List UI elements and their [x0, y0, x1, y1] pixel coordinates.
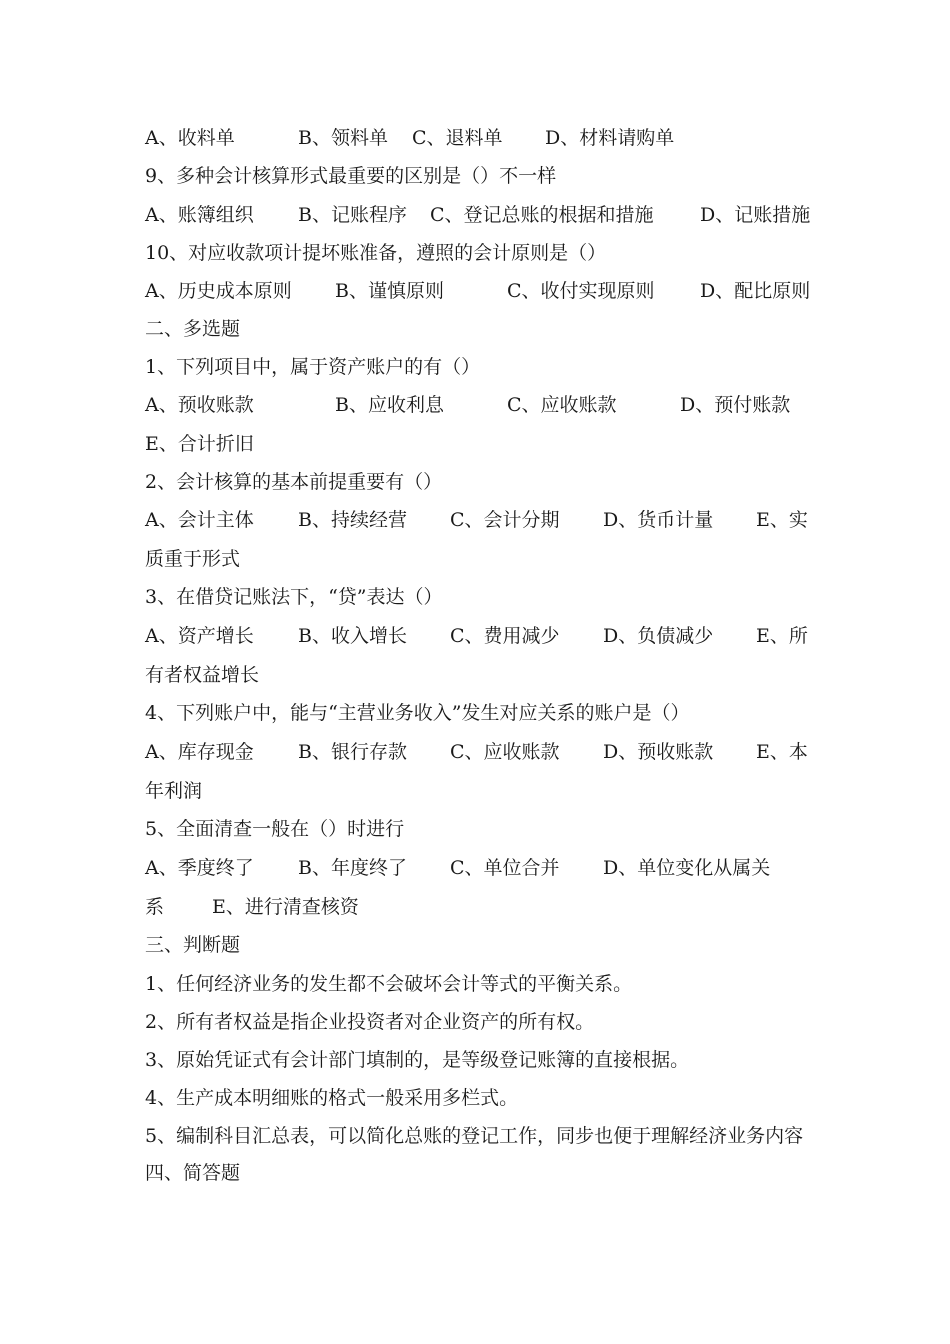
section4-title: 四、简答题: [145, 1162, 241, 1184]
q9-question: 9、多种会计核算形式最重要的区别是（）不一样: [145, 165, 557, 187]
s2-q4-option-a: A、库存现金: [145, 741, 254, 763]
q8-option-c: C、退料单: [412, 127, 503, 149]
s3-item: 4、生产成本明细账的格式一般采用多栏式。: [145, 1087, 519, 1109]
s3-item: 1、任何经济业务的发生都不会破坏会计等式的平衡关系。: [145, 973, 633, 995]
q10-question: 10、对应收款项计提坏账准备，遵照的会计原则是（）: [145, 242, 607, 264]
s2-q4-option-e: E、本: [756, 741, 808, 763]
s2-q5-option-a: A、季度终了: [145, 857, 254, 879]
s2-q1-option-a: A、预收账款: [145, 394, 254, 416]
s2-q1-option-c: C、应收账款: [507, 394, 617, 416]
q10-option-a: A、历史成本原则: [145, 280, 292, 302]
q10-option-c: C、收付实现原则: [507, 280, 655, 302]
q9-option-b: B、记账程序: [298, 204, 407, 226]
s2-q2-option-b: B、持续经营: [298, 509, 407, 531]
s2-q5-option-c: C、单位合并: [450, 857, 560, 879]
s2-q2-option-d: D、货币计量: [603, 509, 714, 531]
section3-title: 三、判断题: [145, 934, 241, 956]
s2-q4-option-b: B、银行存款: [298, 741, 407, 763]
q9-option-d: D、记账措施: [700, 204, 811, 226]
q8-option-d: D、材料请购单: [545, 127, 675, 149]
s2-q2-option-a: A、会计主体: [145, 509, 254, 531]
s2-q4-question: 4、下列账户中，能与“主营业务收入”发生对应关系的账户是（）: [145, 702, 690, 724]
s2-q5-option-d: D、单位变化从属关: [603, 857, 771, 879]
s2-q4-option-d: D、预收账款: [603, 741, 714, 763]
q10-option-b: B、谨慎原则: [335, 280, 444, 302]
q10-option-d: D、配比原则: [700, 280, 811, 302]
s2-q3-option-e: E、所: [756, 625, 808, 647]
s2-q1-option-e: E、合计折旧: [145, 433, 254, 455]
s2-q1-option-b: B、应收利息: [335, 394, 444, 416]
section2-title: 二、多选题: [145, 318, 241, 340]
s2-q3-option-d: D、负债减少: [603, 625, 714, 647]
s2-q3-option-a: A、资产增长: [145, 625, 254, 647]
s2-q2-question: 2、会计核算的基本前提重要有（）: [145, 471, 443, 493]
s3-item: 5、编制科目汇总表，可以简化总账的登记工作，同步也便于理解经济业务内容: [145, 1125, 804, 1147]
s2-q1-option-d: D、预付账款: [680, 394, 791, 416]
q9-option-a: A、账簿组织: [145, 204, 254, 226]
s2-q5-option-e: E、进行清查核资: [212, 896, 359, 918]
s2-q3-option-b: B、收入增长: [298, 625, 407, 647]
s2-q4-option-e-cont: 年利润: [145, 780, 203, 802]
s2-q2-option-e-cont: 质重于形式: [145, 548, 241, 570]
s2-q1-question: 1、下列项目中，属于资产账户的有（）: [145, 356, 481, 378]
s2-q2-option-e: E、实: [756, 509, 808, 531]
q9-option-c: C、登记总账的根据和措施: [430, 204, 654, 226]
s2-q3-option-c: C、费用减少: [450, 625, 560, 647]
s2-q2-option-c: C、会计分期: [450, 509, 560, 531]
s3-item: 3、原始凭证式有会计部门填制的，是等级登记账簿的直接根据。: [145, 1049, 690, 1071]
s2-q4-option-c: C、应收账款: [450, 741, 560, 763]
q8-option-a: A、收料单: [145, 127, 235, 149]
s2-q5-option-b: B、年度终了: [298, 857, 407, 879]
s2-q3-option-e-cont: 有者权益增长: [145, 664, 260, 686]
q8-option-b: B、领料单: [298, 127, 388, 149]
s2-q5-question: 5、全面清查一般在（）时进行: [145, 818, 405, 840]
s3-item: 2、所有者权益是指企业投资者对企业资产的所有权。: [145, 1011, 595, 1033]
s2-q3-question: 3、在借贷记账法下，“贷”表达（）: [145, 586, 443, 608]
s2-q5-option-d-cont: 系: [145, 896, 165, 918]
